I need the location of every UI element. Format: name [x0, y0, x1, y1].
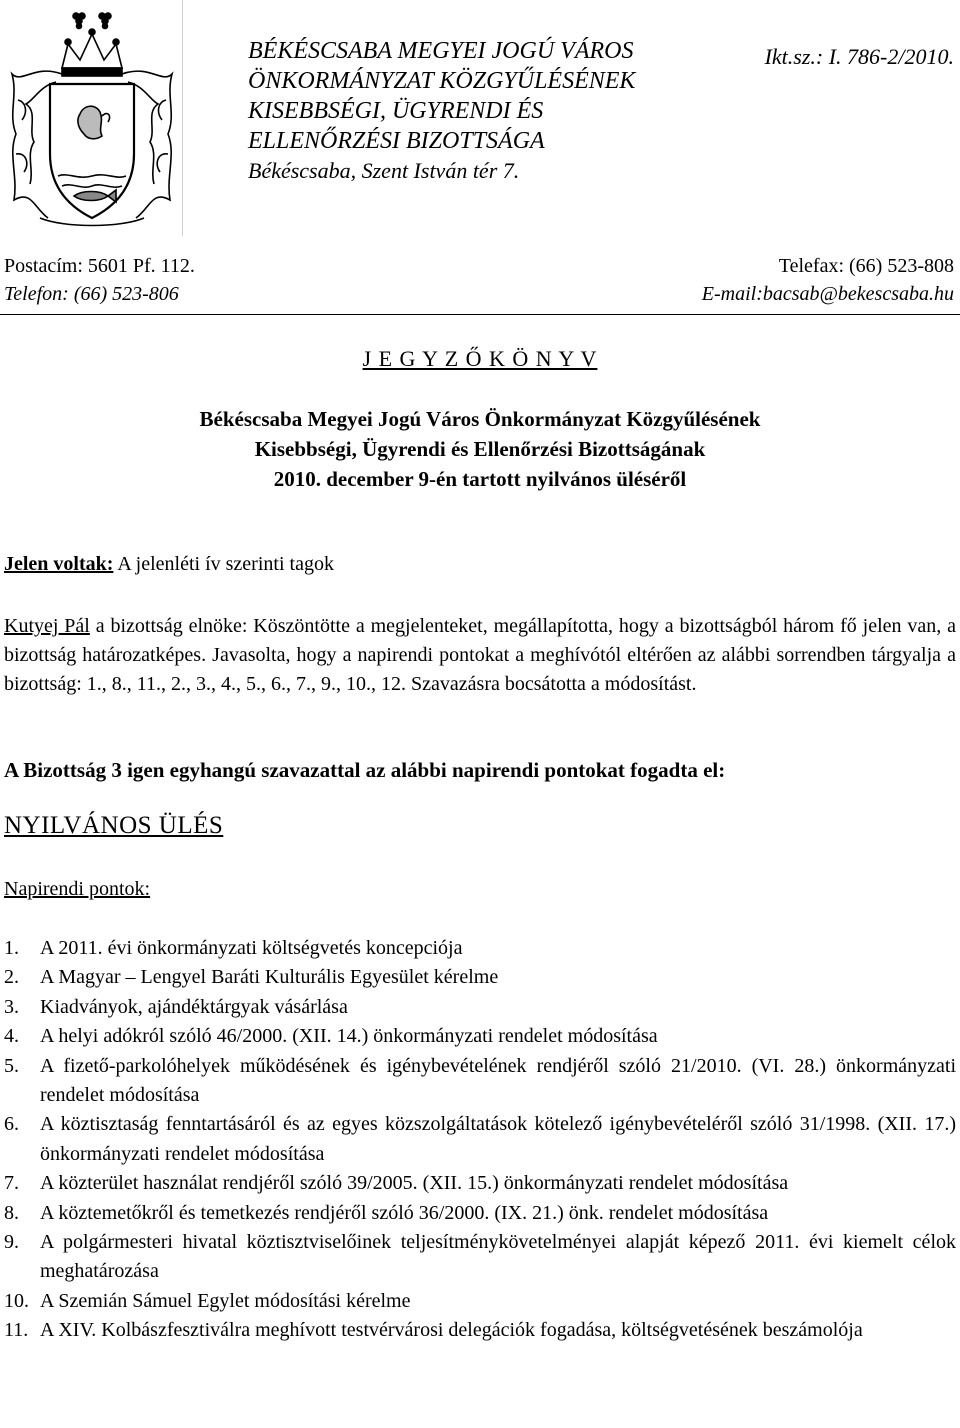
agenda-item — [4, 1110, 956, 1169]
org-line: BÉKÉSCSABA MEGYEI JOGÚ VÁROS — [248, 38, 634, 64]
agenda-item-number: 1. — [4, 937, 19, 959]
attendance-label: Jelen voltak: — [4, 553, 114, 575]
header-divider — [182, 0, 183, 236]
document-title: J E G Y Z Ő K Ö N Y V — [362, 346, 598, 371]
agenda-item-text: A köztisztaság fenntartásáról és az egyes közszolgáltatások kötelező igénybevételéről szóló 31/1998. (XII. 17.) önkormányzati rendelet módosítása — [40, 1113, 956, 1165]
agenda-item-number: 5. — [4, 1054, 19, 1077]
contact-right — [702, 252, 954, 308]
coat-of-arms-icon — [4, 4, 180, 232]
contact-left — [4, 252, 195, 308]
agenda-item — [4, 1199, 956, 1228]
agenda-item-text: A Magyar – Lengyel Baráti Kulturális Egyesület kérelme — [40, 966, 499, 989]
section-title: NYILVÁNOS ÜLÉS — [4, 812, 224, 839]
agenda-list — [4, 934, 956, 1346]
agenda-item — [4, 963, 956, 992]
agenda-item — [4, 1052, 956, 1111]
opening-text: a bizottság elnöke: Köszöntötte a megjelenteket, megállapította, hogy a bizottságból három fő jelen van, a bizottság határozatképes. Javasolta, hogy a napirendi pontokat a meghívótól eltérően az alábbi sorrendben tárgyalja a bizottság: 1., 8., 11., 2., 3., 4., 5., 6., 7., 9., 10., 12. Szavazásra bocsátotta a módosítást. — [4, 615, 956, 695]
org-address: Békéscsaba, Szent István tér 7. — [248, 158, 520, 183]
agenda-item-number: 6. — [4, 1113, 19, 1136]
agenda-item — [4, 1228, 956, 1287]
agenda-item-text: Kiadványok, ajándéktárgyak vásárlása — [40, 995, 348, 1018]
agenda-item — [4, 993, 956, 1022]
chair-name: Kutyej Pál — [4, 615, 90, 637]
agenda-item-number: 2. — [4, 966, 19, 989]
agenda-item-number: 11. — [4, 1319, 29, 1342]
org-line: KISEBBSÉGI, ÜGYRENDI ÉS — [248, 98, 544, 124]
agenda-item-text: A köztemetőkről és temetkezés rendjéről szóló 36/2000. (IX. 21.) önk. rendelet módosítása — [40, 1201, 769, 1224]
attendance-paragraph — [4, 550, 956, 579]
agenda-item-text: A fizető-parkolóhelyek működésének és igénybevételének rendjéről szóló 21/2010. (VI. 28.) önkormányzati rendelet módosítása — [40, 1054, 956, 1107]
agenda-item-text: A helyi adókról szóló 46/2000. (XII. 14.) önkormányzati rendelet módosítása — [40, 1025, 658, 1048]
fax-number: Telefax: (66) 523-808 — [778, 255, 954, 277]
opening-paragraph — [4, 612, 956, 699]
agenda-item-number: 10. — [4, 1289, 29, 1312]
agenda-item-number: 9. — [4, 1231, 19, 1254]
agenda-item-number: 3. — [4, 995, 19, 1018]
agenda-item-number: 8. — [4, 1201, 19, 1224]
agenda-item-text: A XIV. Kolbászfesztiválra meghívott testvérvárosi delegációk fogadása, költségvetésének beszámolója — [40, 1319, 863, 1342]
postal-address: Postacím: 5601 Pf. 112. — [4, 255, 195, 277]
phone-number: Telefon: (66) 523-806 — [4, 283, 179, 305]
agenda-item-text: A polgármesteri hivatal köztisztviselőinek teljesítménykövetelményei alapját képező 2011. évi kiemelt célok meghatározása — [40, 1231, 956, 1283]
agenda-item — [4, 1316, 956, 1345]
agenda-item-text: A 2011. évi önkormányzati költségvetés koncepciója — [40, 937, 463, 959]
agenda-item-text: A közterület használat rendjéről szóló 39/2005. (XII. 15.) önkormányzati rendelet módosítása — [40, 1172, 789, 1195]
agenda-item-number: 4. — [4, 1025, 19, 1048]
agenda-title: Napirendi pontok: — [4, 878, 151, 900]
agenda-item — [4, 934, 956, 963]
org-line: ELLENŐRZÉSI BIZOTTSÁGA — [248, 128, 545, 154]
document-subtitle — [0, 404, 960, 494]
email-address: E-mail:bacsab@bekescsaba.hu — [701, 283, 954, 305]
organization-block — [248, 36, 635, 186]
agenda-item — [4, 1287, 956, 1316]
subtitle-line: Kisebbségi, Ügyrendi és Ellenőrzési Bizottságának — [254, 437, 706, 461]
header-rule — [0, 314, 960, 315]
reference-number: Ikt.sz.: I. 786-2/2010. — [764, 44, 954, 69]
subtitle-line: 2010. december 9-én tartott nyilvános üléséről — [273, 467, 687, 491]
agenda-item — [4, 1022, 956, 1051]
attendance-text: A jelenléti ív szerinti tagok — [113, 553, 334, 575]
subtitle-line: Békéscsaba Megyei Jogú Város Önkormányzat Közgyűlésének — [199, 407, 761, 431]
decision-statement: A Bizottság 3 igen egyhangú szavazattal az alábbi napirendi pontokat fogadta el: — [4, 758, 726, 782]
agenda-item-number: 7. — [4, 1172, 19, 1195]
org-line: ÖNKORMÁNYZAT KÖZGYŰLÉSÉNEK — [248, 68, 636, 94]
agenda-item-text: A Szemián Sámuel Egylet módosítási kérelme — [40, 1289, 411, 1312]
agenda-item — [4, 1169, 956, 1198]
